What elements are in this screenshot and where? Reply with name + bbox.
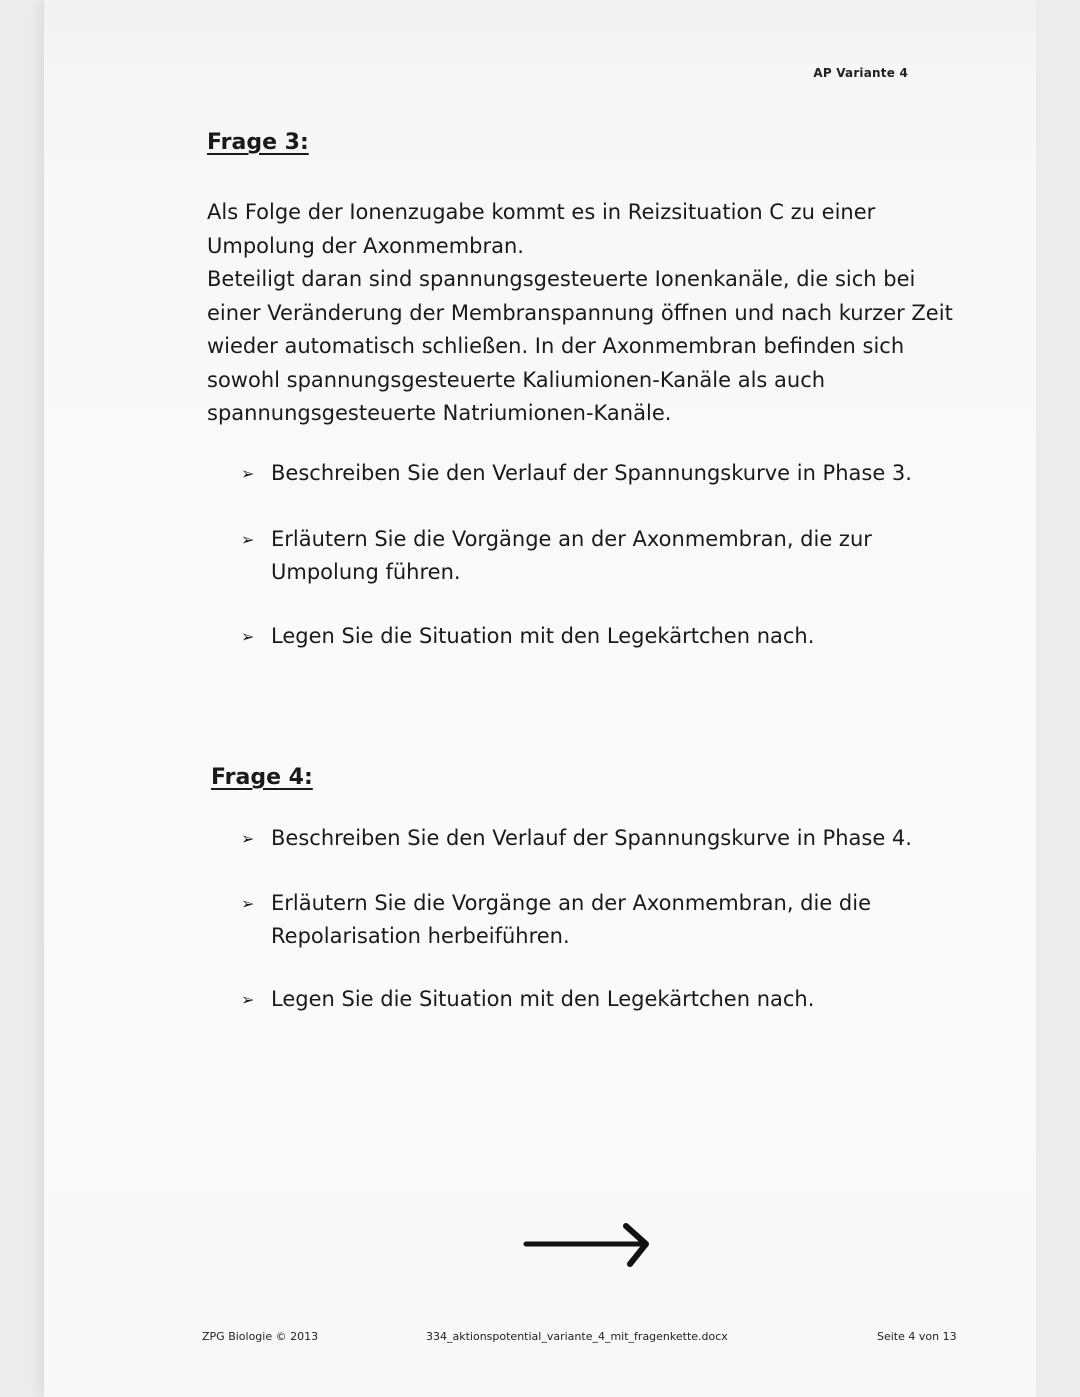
task-text: Beschreiben Sie den Verlauf der Spannungskurve in Phase 3.: [271, 461, 912, 485]
footer-page-number: Seite 4 von 13: [877, 1330, 957, 1343]
question-3-task-3: [241, 620, 961, 653]
task-text: Legen Sie die Situation mit den Legekärtchen nach.: [271, 624, 815, 648]
question-4-title: Frage 4:: [211, 765, 313, 790]
task-text: Beschreiben Sie den Verlauf der Spannungskurve in Phase 4.: [271, 826, 912, 850]
arrow-bullet-icon: ➢: [241, 829, 255, 848]
arrow-bullet-icon: ➢: [241, 627, 255, 646]
question-3-intro: [207, 196, 967, 431]
task-text: Legen Sie die Situation mit den Legekärtchen nach.: [271, 987, 815, 1011]
footer-filename: 334_aktionspotential_variante_4_mit_fragenkette.docx: [426, 1330, 728, 1343]
arrow-bullet-icon: ➢: [241, 464, 255, 483]
arrow-bullet-icon: ➢: [241, 894, 255, 913]
task-text: Erläutern Sie die Vorgänge an der Axonmembran, die die Repolarisation herbeiführen.: [271, 891, 872, 948]
question-3-paragraph-1: Als Folge der Ionenzugabe kommt es in Reizsituation C zu einer Umpolung der Axonmembran.: [207, 200, 876, 258]
question-4-task-1: [241, 822, 961, 855]
arrow-bullet-icon: ➢: [241, 530, 255, 549]
question-3-paragraph-2: Beteiligt daran sind spannungsgesteuerte Ionenkanäle, die sich bei einer Veränderung der Membranspannung öffnen und nach kurzer Zeit wieder automatisch schließen. In der Axonmembran befinden sich sowohl spannungsgesteuerte Kaliumionen-Kanäle als auch spannungsgesteuerte Natriumionen-Kanäle.: [207, 267, 953, 425]
question-4-task-3: [241, 983, 961, 1016]
arrow-bullet-icon: ➢: [241, 990, 255, 1009]
footer-copyright: ZPG Biologie © 2013: [202, 1330, 319, 1343]
question-3-title: Frage 3:: [207, 130, 309, 155]
next-page-arrow-icon: [522, 1218, 654, 1270]
header-variant: AP Variante 4: [813, 66, 908, 80]
question-4-task-2: [241, 887, 961, 953]
question-3-task-2: [241, 523, 961, 589]
question-3-task-1: [241, 457, 961, 490]
task-text: Erläutern Sie die Vorgänge an der Axonmembran, die zur Umpolung führen.: [271, 527, 872, 584]
document-page: [44, 0, 1036, 1397]
